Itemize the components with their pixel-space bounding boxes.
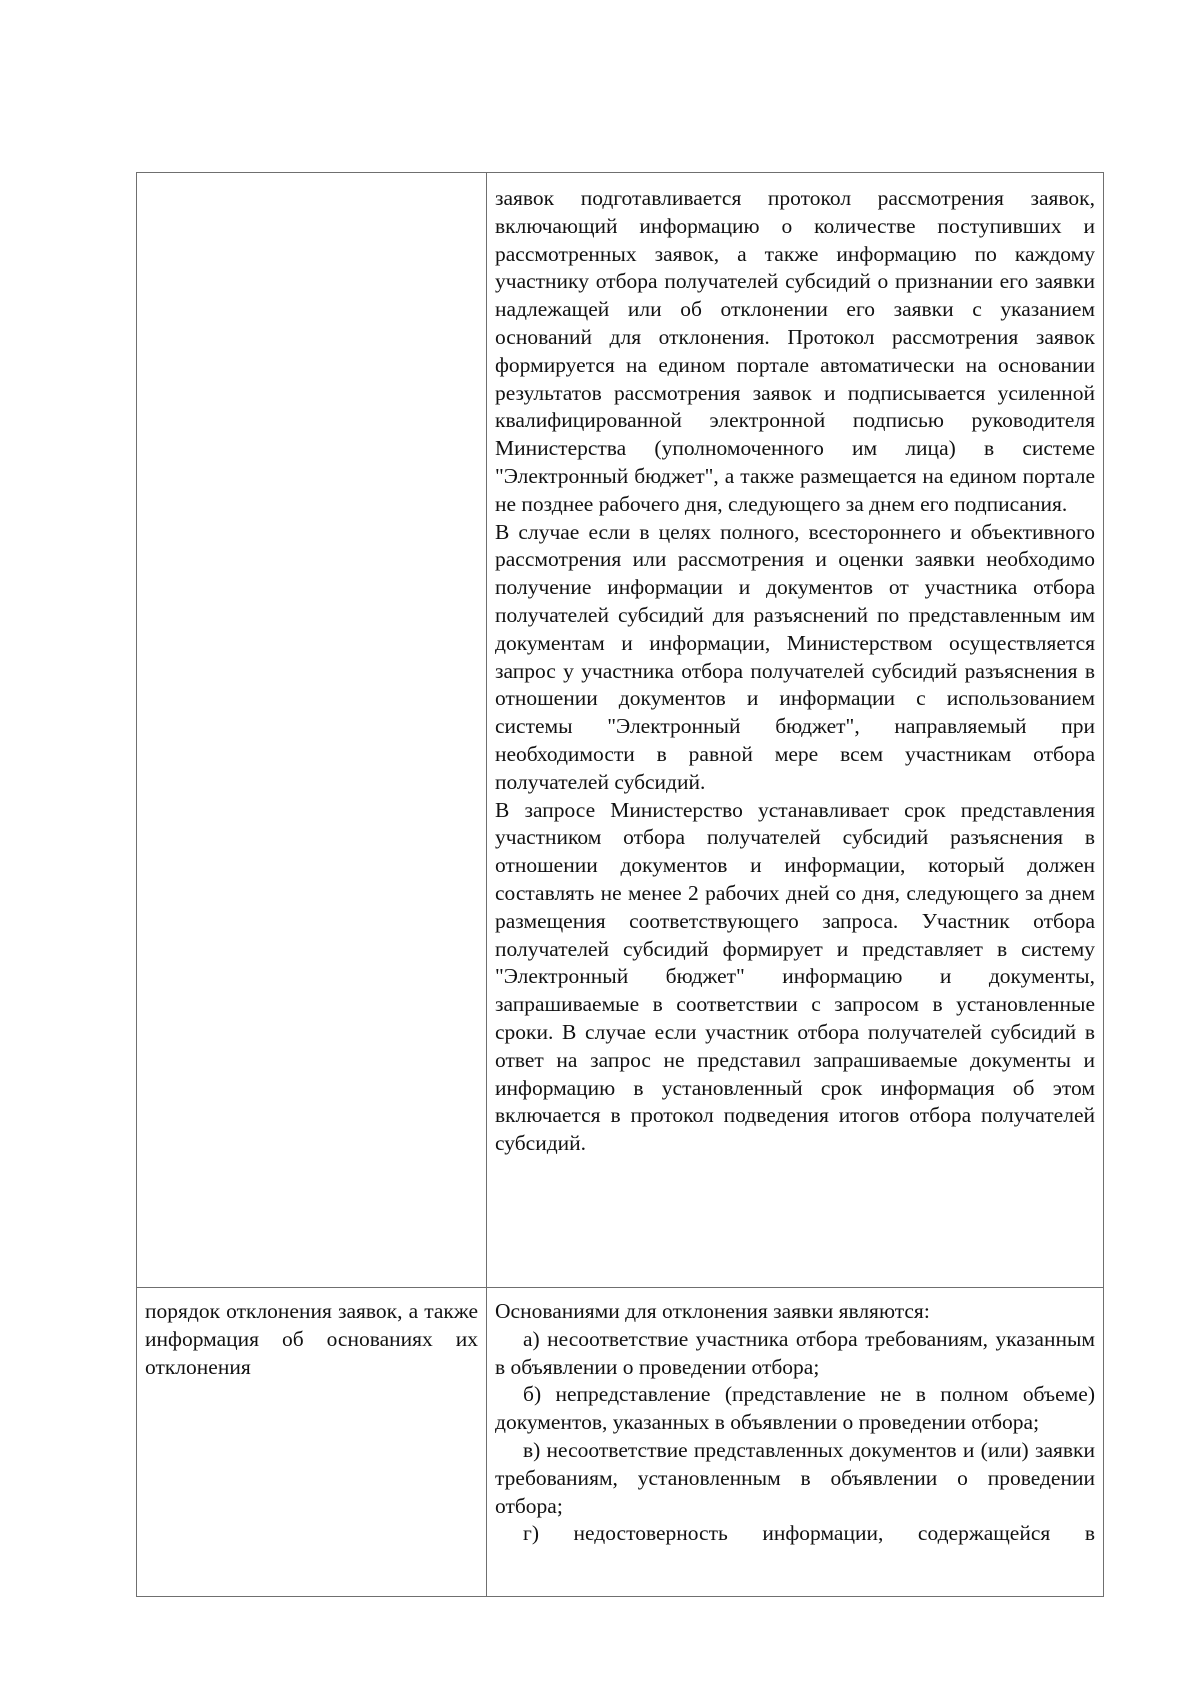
- document-table: [136, 172, 1104, 1597]
- row-1-label-cell: [137, 173, 487, 1288]
- row-2-label-cell: порядок отклонения заявок, а также информация об основаниях их отклонения: [137, 1288, 487, 1597]
- table-row: [137, 173, 1104, 1288]
- row-1-content-cell: [487, 173, 1104, 1288]
- rejection-grounds-intro: Основаниями для отклонения заявки являются:: [495, 1299, 930, 1323]
- row-1-paragraph-3: В запросе Министерство устанавливает срок представления участником отбора получателей субсидий разъяснения в отношении документов и информации, который должен составлять не менее 2 рабочих дней со дня, следующего за днем размещения соответствующего запроса. Участник отбора получателей субсидий формирует и представляет в систему "Электронный бюджет" информацию и документы, запрашиваемые в соответствии с запросом в установленные сроки. В случае если участник отбора получателей субсидий в ответ на запрос не представил запрашиваемые документы и информацию в установленный срок информация об этом включается в протокол подведения итогов отбора получателей субсидий.: [495, 797, 1095, 1156]
- row-1-paragraph-2: В случае если в целях полного, всестороннего и объективного рассмотрения или рассмотрения и оценки заявки необходимо получение информации и документов от участника отбора получателей субсидий для разъяснений по представленным им документам и информации, Министерством осуществляется запрос у участника отбора получателей субсидий разъяснения в отношении документов и информации с использованием системы "Электронный бюджет", направляемый при необходимости в равной мере всем участникам отбора получателей субсидий.: [495, 519, 1095, 794]
- row-2-content-cell: [487, 1288, 1104, 1597]
- rejection-ground-g: г) недостоверность информации, содержащейся в: [523, 1521, 1095, 1546]
- row-1-paragraph-1: заявок подготавливается протокол рассмотрения заявок, включающий информацию о количестве поступивших и рассмотренных заявок, а также информацию по каждому участнику отбора получателей субсидий о признании его заявки надлежащей или об отклонении его заявки с указанием оснований для отклонения. Протокол рассмотрения заявок формируется на едином портале автоматически на основании результатов рассмотрения заявок и подписывается усиленной квалифицированной электронной подписью руководителя Министерства (уполномоченного им лица) в системе "Электронный бюджет", а также размещается на едином портале не позднее рабочего дня, следующего за днем его подписания.: [495, 186, 1095, 516]
- rejection-ground-v: в) несоответствие представленных документов и (или) заявки требованиям, установленным в объявлении о проведении отбора;: [495, 1437, 1095, 1518]
- rejection-ground-a: а) несоответствие участника отбора требованиям, указанным в объявлении о проведении отбора;: [495, 1326, 1095, 1379]
- rejection-ground-b: б) непредставление (представление не в полном объеме) документов, указанных в объявлении о проведении отбора;: [495, 1382, 1095, 1435]
- table-row: [137, 1288, 1104, 1597]
